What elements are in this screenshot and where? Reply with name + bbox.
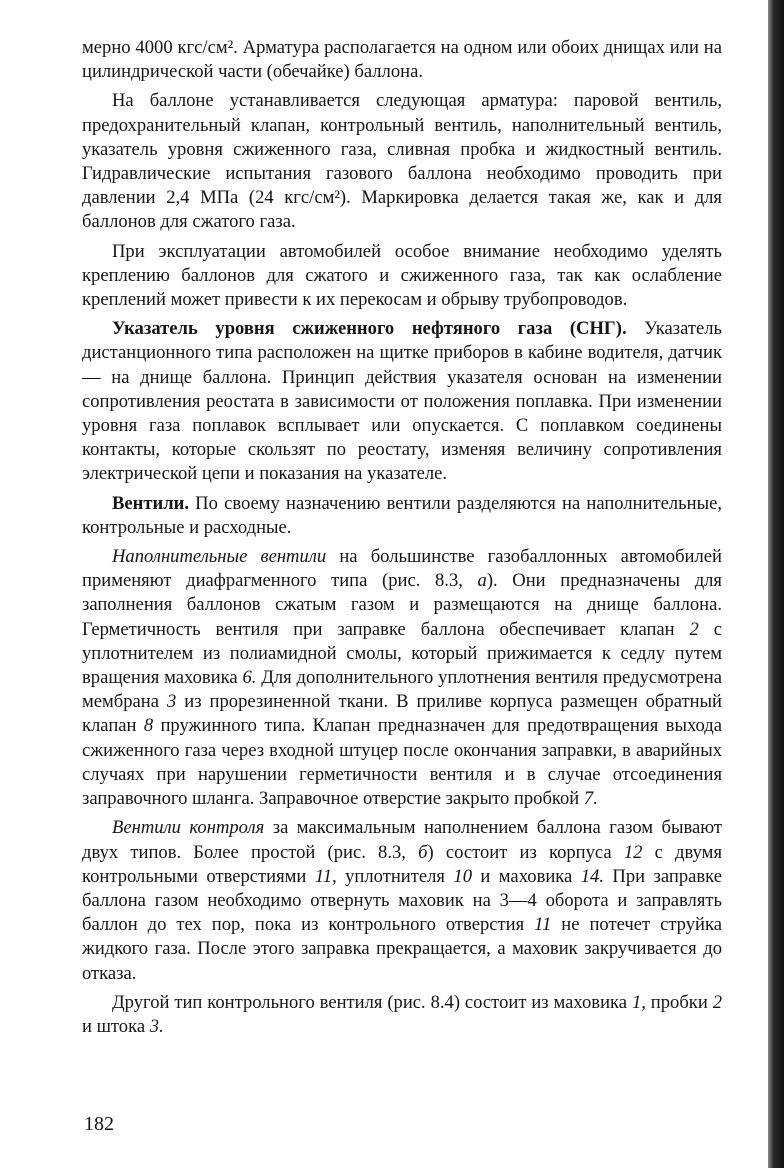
part-number: 12 (623, 841, 643, 863)
part-number: 10 (453, 865, 472, 887)
paragraph-text: Указатель дистанционного типа расположен на щитке приборов в кабине водителя, датчик — на днище баллона. Принцип действия указателя основан на изменении сопротивления реостата в зависимости от положения поплавка. При изменении уровня газа поплавок всплывает или опускается. С поплавком соединены контакты, которые скользят по реостату, изменяя величину сопротивления электрической цепи и показания на указателе. (82, 318, 723, 485)
page-number: 182 (84, 1113, 114, 1135)
part-number: 2 (689, 618, 699, 640)
text-span: и маховика (471, 865, 581, 887)
part-number: 3. (149, 1015, 164, 1037)
paragraph-level-indicator (82, 317, 722, 486)
paragraph-3: При эксплуатации автомобилей особое внимание необходимо уделять креплению баллонов для сжатого и сжиженного газа, так как ослабление креплений может привести к их перекосам и обрыву трубопроводов. (82, 240, 722, 311)
text-span: из прорезиненной ткани. В приливе корпуса размещен обратный клапан (82, 691, 722, 737)
figure-ref-letter: а (477, 570, 487, 592)
part-number: 6. (242, 667, 257, 689)
part-number: 3 (166, 691, 177, 713)
paragraph-2: На баллоне устанавливается следующая арматура: паровой вентиль, предохранительный клапан, контрольный вентиль, наполнительный вентиль, указатель уровня сжиженного газа, сливная пробка и жидкостный вентиль. Гидравлические испытания газового баллона необходимо проводить при давлении 2,4 МПа (24 кгс/см²). Маркировка делается такая же, как и для баллонов для сжатого газа. (82, 90, 722, 233)
text-span: пробки (645, 991, 713, 1013)
paragraph-control-valves (82, 816, 722, 985)
paragraph-1: мерно 4000 кгс/см². Арматура располагается на одном или обоих днищах или на цилиндрической части (обечайке) баллона. (82, 37, 722, 83)
text-span: ). Они предназначены для заполнения баллонов сжатым газом и размещаются на днище баллона. Герметичность вентиля при заправке баллона обеспечивает клапан (82, 570, 722, 640)
page-body (82, 36, 722, 1044)
part-number: 2 (712, 991, 722, 1013)
text-span: При заправке баллона газом необходимо отвернуть маховик на 3—4 оборота и заправлять баллон до тех пор, пока из контрольного отверстия (82, 865, 722, 936)
section-heading-valves: Вентили. (112, 492, 190, 514)
text-span: на большинстве газобаллонных автомобилей применяют диафрагменного типа (рис. 8.3, (82, 546, 722, 592)
scan-edge-shadow (768, 0, 784, 1168)
text-span: с двумя контрольными отверстиями (82, 841, 722, 887)
paragraph-valves (82, 492, 722, 540)
term-filling-valves: Наполнительные вентили (112, 546, 327, 568)
text-span: и штока (82, 1015, 150, 1037)
text-span: уплотнителя (336, 865, 454, 887)
figure-ref-letter: б (418, 841, 428, 863)
part-number: 8 (143, 715, 154, 737)
part-number: 7. (583, 788, 598, 810)
paragraph-other-control-valve (82, 991, 722, 1039)
text-span: Другой тип контрольного вентиля (рис. 8.4) состоит из маховика (112, 991, 632, 1013)
paragraph-filling-valves (82, 545, 722, 811)
text-span: с уплотнителем из полиамидной смолы, который прижимается к седлу путем вращения маховика (82, 618, 723, 689)
text-span: не потечет струйка жидкого газа. После этого заправка прекращается, а маховик закручивается до отказа. (82, 914, 722, 984)
part-number: 1, (631, 991, 646, 1013)
part-number: 14. (580, 865, 604, 887)
text-span: за максимальным наполнением баллона газом бывают двух типов. Более простой (рис. 8.3, (82, 817, 723, 863)
text-span: Для дополнительного уплотнения вентиля предусмотрена мембрана (82, 667, 722, 713)
term-control-valves: Вентили контроля (112, 817, 265, 839)
part-number: 11 (534, 914, 552, 936)
text-span: пружинного типа. Клапан предназначен для предотвращения выхода сжиженного газа через входной штуцер после окончания заправки, в аварийных случаях при нарушении герметичности вентиля и в случае отсоединения заправочного шланга. Заправочное отверстие закрыто пробкой (82, 715, 723, 810)
part-number: 11, (314, 865, 337, 887)
paragraph-text: По своему назначению вентили разделяются на наполнительные, контрольные и расходные. (82, 492, 722, 538)
section-heading-level-indicator: Указатель уровня сжиженного нефтяного газа (СНГ). (112, 318, 627, 340)
text-span: ) состоит из корпуса (427, 841, 624, 863)
